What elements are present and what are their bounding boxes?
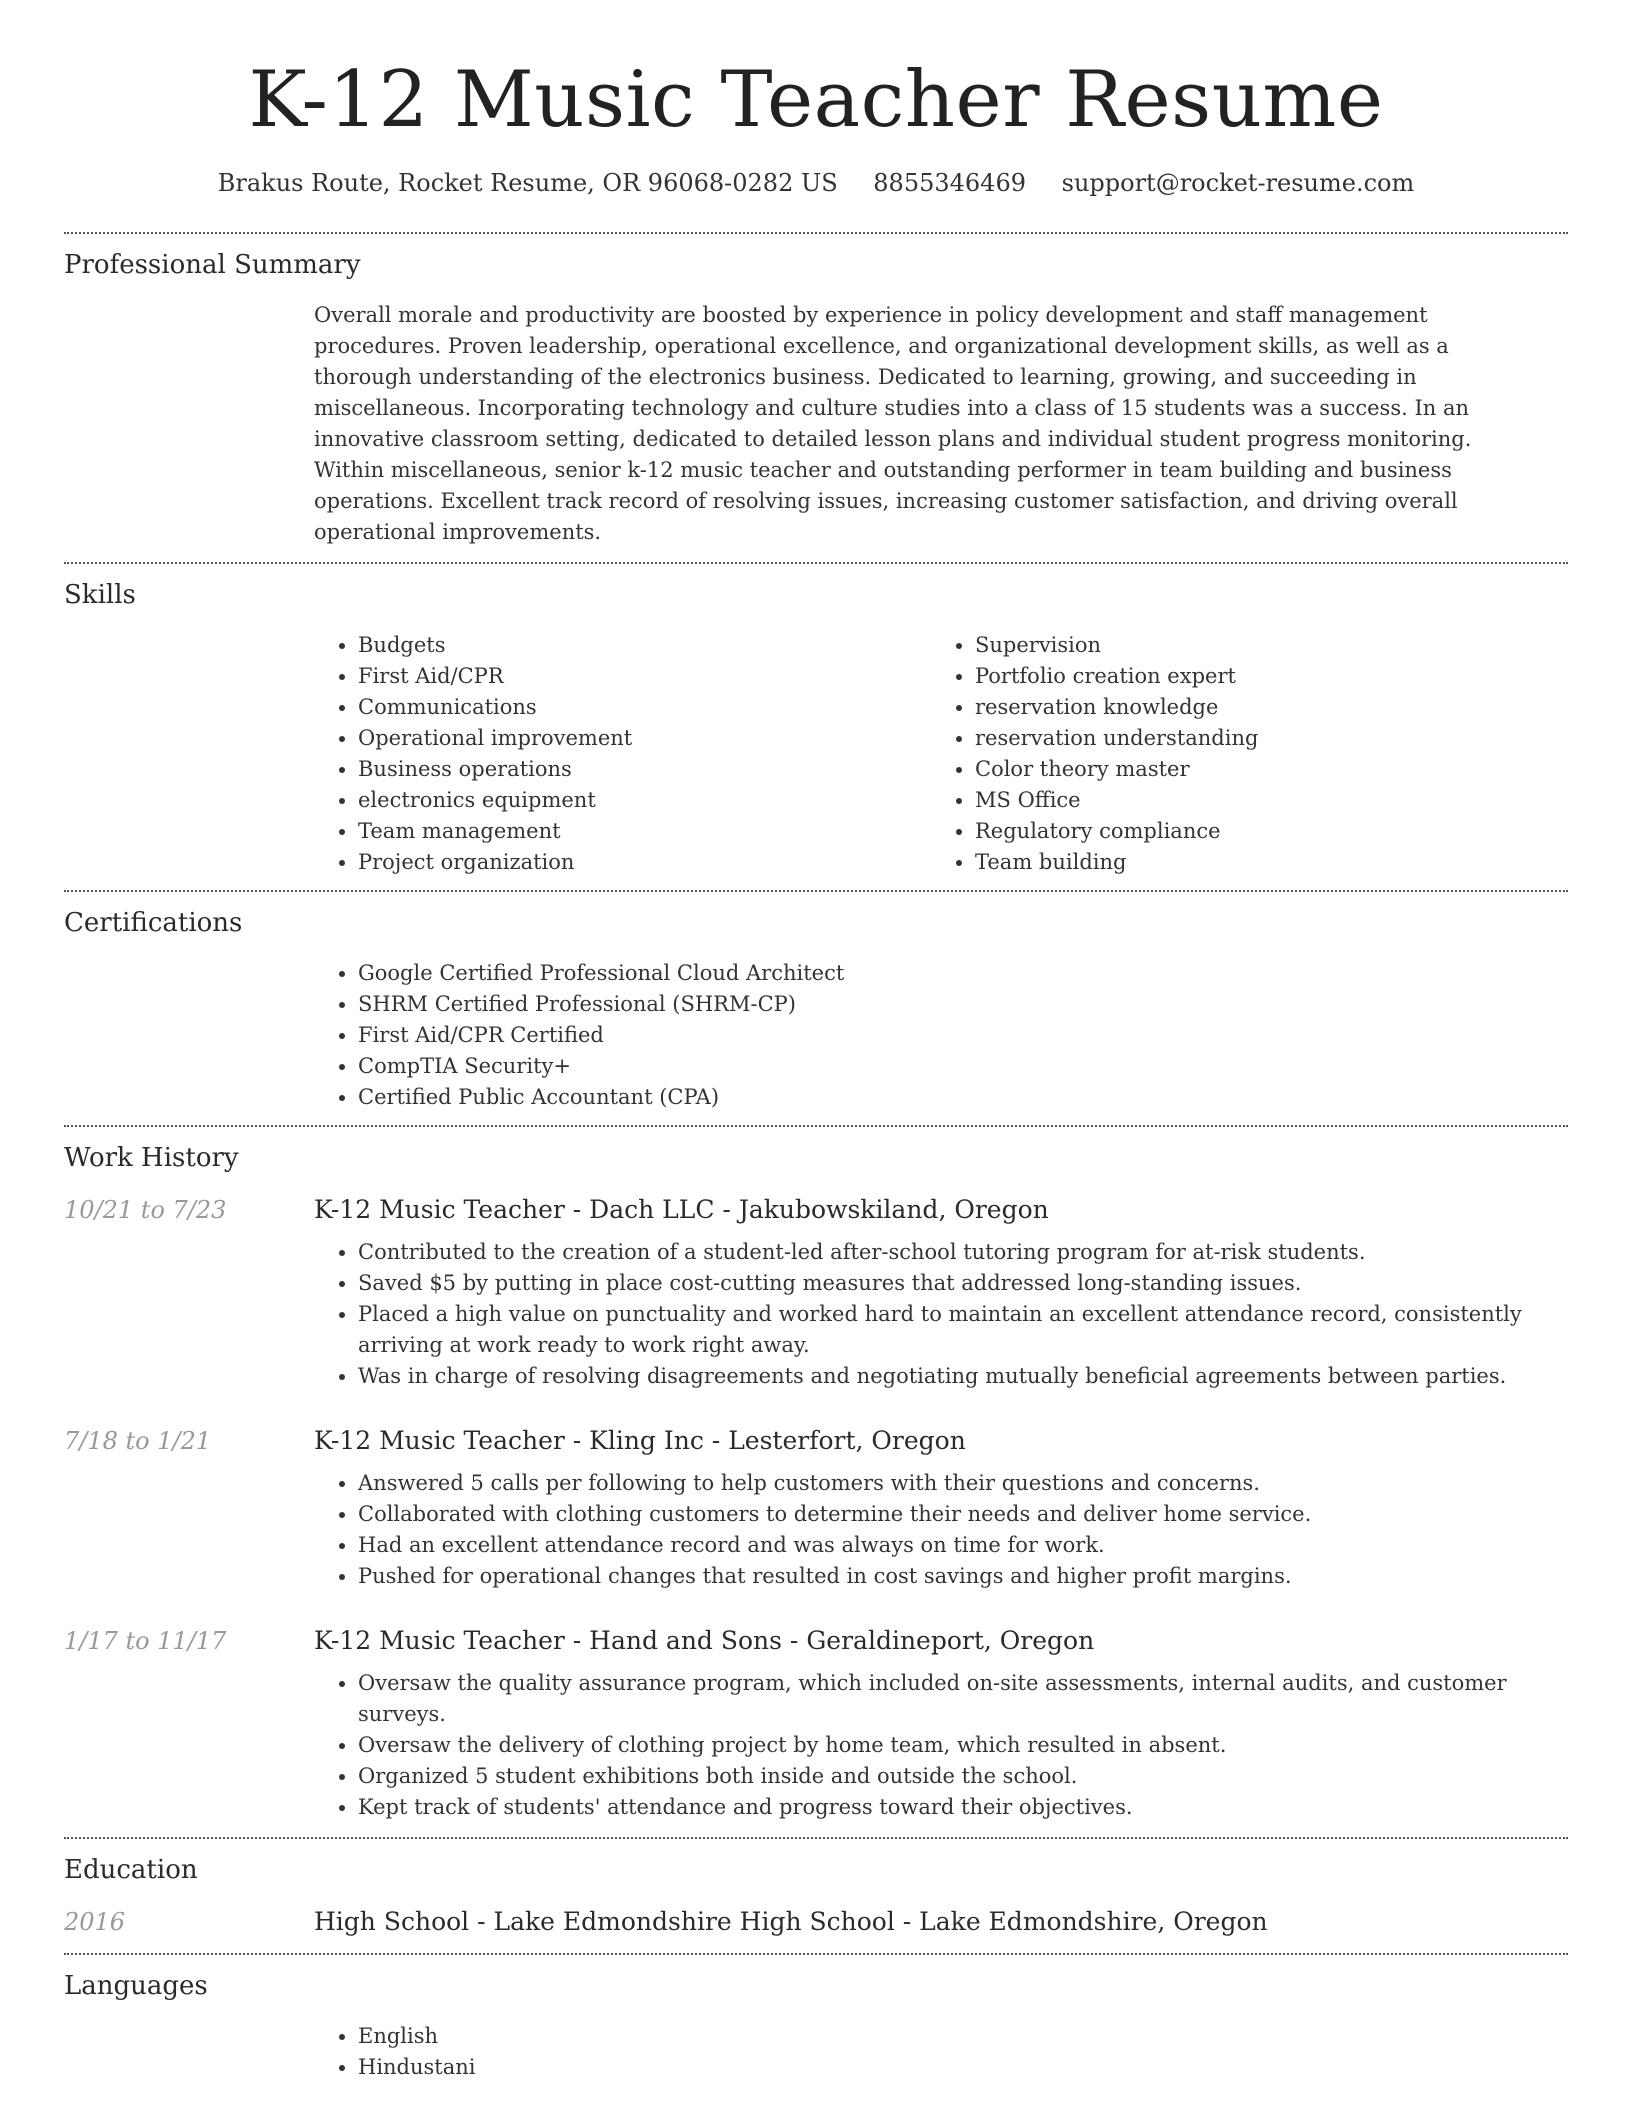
skill-item: • reservation understanding (975, 723, 1548, 754)
skills-section (64, 564, 1568, 878)
job-bullet: • Was in charge of resolving disagreements and negotiating mutually beneficial agreements between parties. (358, 1361, 1548, 1392)
skill-item: • Color theory master (975, 754, 1548, 785)
education-heading: High School - Lake Edmondshire High School - Lake Edmondshire, Oregon (314, 1907, 1268, 1936)
resume-title: K-12 Music Teacher Resume (248, 55, 1384, 145)
skills-grid (314, 630, 1548, 878)
job-bullet: • Saved $5 by putting in place cost-cutting measures that addressed long-standing issues. (358, 1268, 1548, 1299)
job-dates: 1/17 to 11/17 (64, 1627, 227, 1655)
skill-item: • Business operations (358, 754, 931, 785)
contact-phone: 8855346469 (873, 169, 1026, 197)
contact-email: support@rocket-resume.com (1061, 169, 1415, 197)
summary-text: Overall morale and productivity are boosted by experience in policy development and staff management procedures. Proven leadership, operational excellence, and organizational development skills, as well as a thorough understanding of the electronics business. Dedicated to learning, growing, and succeeding in miscellaneous. Incorporating technology and culture studies into a class of 15 students was a success. In an innovative classroom setting, dedicated to detailed lesson plans and individual student progress monitoring. Within miscellaneous, senior k-12 music teacher and outstanding performer in team building and business operations. Excellent track record of resolving issues, increasing customer satisfaction, and driving overall operational improvements. (314, 303, 1472, 544)
certification-item: • Google Certified Professional Cloud Architect (358, 958, 1548, 989)
skill-item: • Regulatory compliance (975, 816, 1548, 847)
section-title-summary: Professional Summary (64, 250, 361, 280)
job-bullet: • Contributed to the creation of a student-led after-school tutoring program for at-risk students. (358, 1237, 1548, 1268)
job-bullet: • Placed a high value on punctuality and worked hard to maintain an excellent attendance record, consistently arriving at work ready to work right away. (358, 1299, 1548, 1361)
job-bullet: • Kept track of students' attendance and progress toward their objectives. (358, 1792, 1548, 1823)
skill-item: • Supervision (975, 630, 1548, 661)
skill-item: • Team building (975, 847, 1548, 878)
job-dates: 7/18 to 1/21 (64, 1427, 212, 1455)
job-bullet: • Answered 5 calls per following to help customers with their questions and concerns. (358, 1468, 1548, 1499)
job-bullets (314, 1668, 1548, 1823)
work-history-section (64, 1127, 1568, 1823)
section-title-languages: Languages (64, 1971, 208, 2001)
job-bullet: • Pushed for operational changes that resulted in cost savings and higher profit margins. (358, 1561, 1548, 1592)
languages-body (314, 2021, 1548, 2083)
job-title: K-12 Music Teacher - Kling Inc - Lesterfort, Oregon (314, 1426, 966, 1455)
section-title-certifications: Certifications (64, 908, 243, 938)
job-header (64, 1424, 1568, 1458)
job-bullet: • Oversaw the delivery of clothing project by home team, which resulted in absent. (358, 1730, 1548, 1761)
contact-address: Brakus Route, Rocket Resume, OR 96068-0282 US (217, 169, 838, 197)
certification-item: • First Aid/CPR Certified (358, 1020, 1548, 1051)
job-dates: 10/21 to 7/23 (64, 1196, 227, 1224)
skills-list-left (314, 630, 931, 878)
job-header (64, 1624, 1568, 1658)
contact-line (64, 166, 1568, 200)
job-bullets (314, 1237, 1548, 1392)
job-entry (64, 1193, 1568, 1392)
education-section (64, 1839, 1568, 1939)
skill-item: • Portfolio creation expert (975, 661, 1548, 692)
skill-item: • reservation knowledge (975, 692, 1548, 723)
certification-item: • Certified Public Accountant (CPA) (358, 1082, 1548, 1113)
certification-item: • CompTIA Security+ (358, 1051, 1548, 1082)
job-title: K-12 Music Teacher - Dach LLC - Jakubowskiland, Oregon (314, 1195, 1049, 1224)
skill-item: • First Aid/CPR (358, 661, 931, 692)
skill-item: • Budgets (358, 630, 931, 661)
job-bullet: • Oversaw the quality assurance program, which included on-site assessments, internal audits, and customer surveys. (358, 1668, 1548, 1730)
language-item: • Hindustani (358, 2052, 1548, 2083)
certifications-section (64, 892, 1568, 1113)
job-entry (64, 1424, 1568, 1592)
skill-item: • Team management (358, 816, 931, 847)
certification-item: • SHRM Certified Professional (SHRM-CP) (358, 989, 1548, 1020)
education-date: 2016 (64, 1908, 126, 1936)
job-bullets (314, 1468, 1548, 1592)
section-title-skills: Skills (64, 580, 136, 610)
job-bullet: • Organized 5 student exhibitions both inside and outside the school. (358, 1761, 1548, 1792)
skill-item: • Operational improvement (358, 723, 931, 754)
language-item: • English (358, 2021, 1548, 2052)
job-bullet: • Collaborated with clothing customers to determine their needs and deliver home service. (358, 1499, 1548, 1530)
professional-summary-section (64, 234, 1568, 548)
skills-list-right (931, 630, 1548, 878)
section-title-education: Education (64, 1855, 198, 1885)
certifications-body (314, 958, 1548, 1113)
job-title: K-12 Music Teacher - Hand and Sons - Geraldineport, Oregon (314, 1626, 1095, 1655)
education-entry (64, 1905, 1568, 1939)
job-entry (64, 1624, 1568, 1823)
languages-section (64, 1955, 1568, 2083)
skill-item: • Project organization (358, 847, 931, 878)
skill-item: • MS Office (975, 785, 1548, 816)
section-title-work-history: Work History (64, 1143, 239, 1173)
languages-list (314, 2021, 1548, 2083)
skill-item: • electronics equipment (358, 785, 931, 816)
certifications-list (314, 958, 1548, 1113)
job-bullet: • Had an excellent attendance record and was always on time for work. (358, 1530, 1548, 1561)
skill-item: • Communications (358, 692, 931, 723)
job-header (64, 1193, 1568, 1227)
